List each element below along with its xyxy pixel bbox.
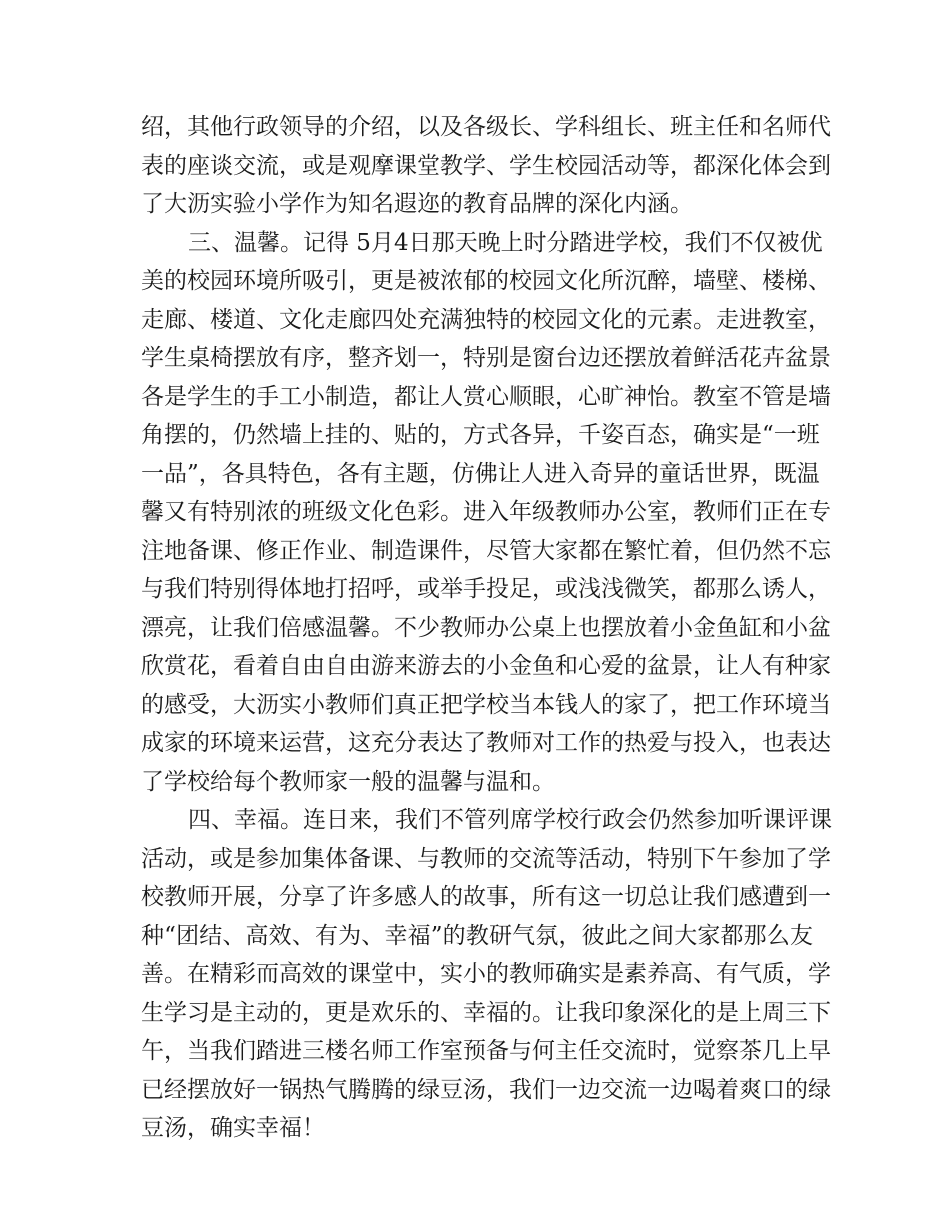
text-line: 美的校园环境所吸引，更是被浓郁的校园文化所沉醉，墙壁、楼梯、 [141,268,831,294]
text-line: 一品”，各具特色，各有主题，仿佛让人进入奇异的童话世界，既温 [141,460,820,487]
text-line: 各是学生的手工小制造，都让人赏心顺眼，心旷神怡。教室不管是墙 [141,383,831,410]
text-line: 生学习是主动的，更是欢乐的、幸福的。让我印象深化的是上周三下 [141,999,831,1026]
text-line: 四、幸福。连日来，我们不管列席学校行政会仍然参加听课评课 [188,807,832,833]
text-line: 学生桌椅摆放有序，整齐划一，特别是窗台边还摆放着鲜活花卉盆景 [141,345,831,371]
text-line: 了大沥实验小学作为知名遐迩的教育品牌的深化内涵。 [141,191,693,217]
text-line: 与我们特别得体地打招呼，或举手投足，或浅浅微笑，都那么诱人， [141,576,831,602]
text-line: 绍，其他行政领导的介绍，以及各级长、学科组长、班主任和名师代 [141,114,831,140]
text-line: 活动，或是参加集体备课、与教师的交流等活动，特别下午参加了学 [141,845,831,872]
text-line: 三、温馨。记得 5月4日那天晚上时分踏进学校，我们不仅被优 [188,229,823,256]
text-line: 馨又有特别浓的班级文化色彩。进入年级教师办公室，教师们正在专 [141,499,831,525]
text-line: 注地备课、修正作业、制造课件，尽管大家都在繁忙着，但仍然不忘 [141,537,831,564]
document-body-text [141,108,832,1148]
text-line: 了学校给每个教师家一般的温馨与温和。 [141,768,555,795]
text-line: 的感受，大沥实小教师们真正把学校当本钱人的家了，把工作环境当 [141,691,831,718]
text-line: 欣赏花，看着自由自由游来游去的小金鱼和心爱的盆景，让人有种家 [141,653,831,679]
text-line: 校教师开展，分享了许多感人的故事，所有这一切总让我们感遭到一 [141,884,831,910]
text-line: 已经摆放好一锅热气腾腾的绿豆汤，我们一边交流一边喝着爽口的绿 [141,1076,831,1103]
text-line: 豆汤，确实幸福！ [141,1115,325,1141]
text-line: 走廊、楼道、文化走廊四处充满独特的校园文化的元素。走进教室， [141,306,831,333]
text-line: 午，当我们踏进三楼名师工作室预备与何主任交流时，觉察茶几上早 [141,1038,831,1064]
text-line: 表的座谈交流，或是观摩课堂教学、学生校园活动等，都深化体会到 [141,152,831,179]
text-line: 漂亮，让我们倍感温馨。不少教师办公桌上也摆放着小金鱼缸和小盆 [141,614,831,641]
text-line: 角摆的，仍然墙上挂的、贴的，方式各异，千姿百态，确实是“一班 [141,422,820,448]
text-line: 善。在精彩而高效的课堂中，实小的教师确实是素养高、有气质，学 [141,961,831,987]
text-line: 种“团结、高效、有为、幸福”的教研气氛，彼此之间大家都那么友 [141,922,813,949]
text-line: 成家的环境来运营，这充分表达了教师对工作的热爱与投入，也表达 [141,730,831,756]
